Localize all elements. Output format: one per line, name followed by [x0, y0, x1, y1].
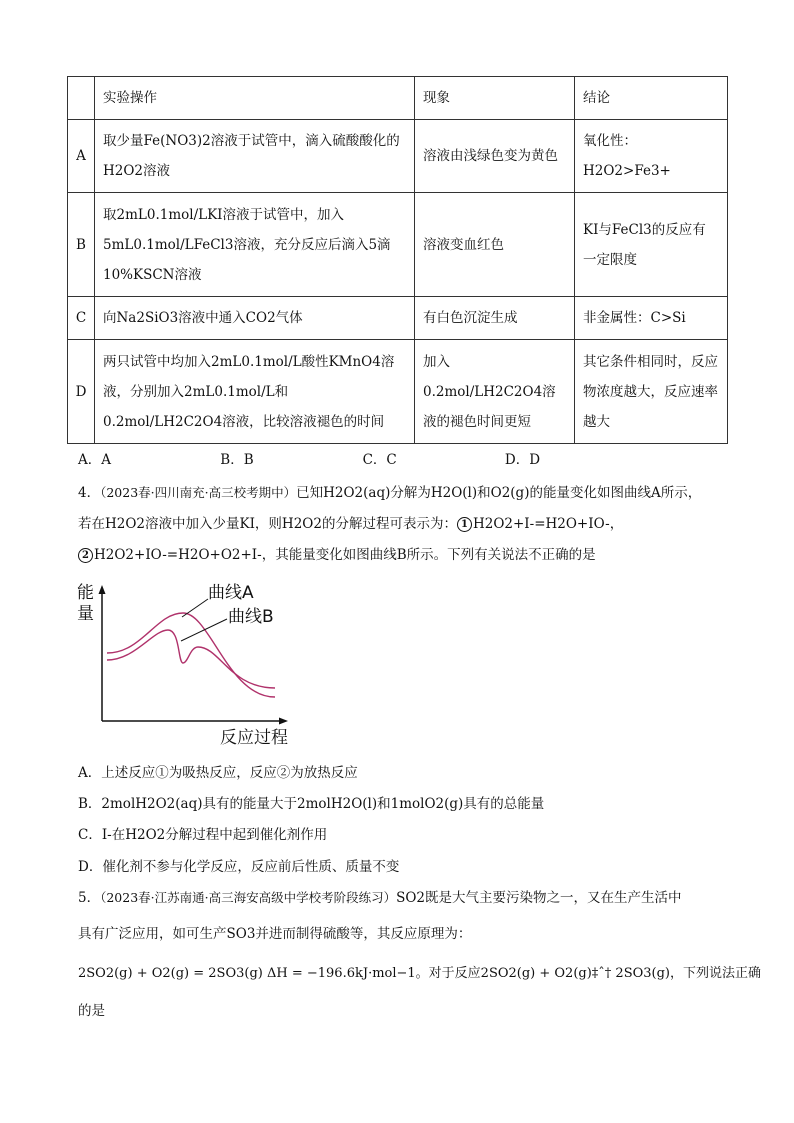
- q5-equation: 2SO2(g) + O2(g) = 2SO3(g) ΔH = −196.6kJ·mol−1: [78, 966, 416, 981]
- row-letter: C: [68, 297, 95, 340]
- experiment-table: [67, 76, 728, 444]
- operation-cell: 向Na2SiO3溶液中通入CO2气体: [95, 297, 415, 340]
- choice-c[interactable]: C．C: [362, 452, 397, 468]
- q4-step-1: H2O2+I-=H2O+IO-，: [472, 516, 624, 532]
- x-axis-label: 反应过程: [220, 728, 288, 748]
- q4-number: 4．: [78, 485, 101, 501]
- curve-b-label: 曲线B: [228, 607, 274, 627]
- q5-source: （2023春·江苏南通·高三海安高级中学校考阶段练习）: [100, 890, 397, 905]
- q4-option-c[interactable]: C．I-在H2O2分解过程中起到催化剂作用: [78, 827, 328, 843]
- q5-number: 5．: [78, 890, 101, 906]
- conclusion-cell: 氧化性：H2O2>Fe3+: [575, 120, 728, 193]
- q4-option-b[interactable]: B．2molH2O2(aq)具有的能量大于2molH2O(l)和1molO2(g)具有的总能量: [78, 796, 545, 812]
- header-cell: 实验操作: [95, 77, 415, 120]
- row-letter: B: [68, 193, 95, 297]
- q5-stem: SO2既是大气主要污染物之一，又在生产生活中: [396, 890, 682, 906]
- operation-cell: 取少量Fe(NO3)2溶液于试管中，滴入硫酸酸化的H2O2溶液: [95, 120, 415, 193]
- row-letter: A: [68, 120, 95, 193]
- q5-line-1: [78, 888, 682, 908]
- choice-b[interactable]: B．B: [220, 452, 254, 468]
- curve-b: [107, 630, 275, 688]
- circled-1-icon: 1: [457, 517, 472, 532]
- leader-line-b: [181, 619, 227, 641]
- operation-cell: 两只试管中均加入2mL0.1mol/L酸性KMnO4溶液，分别加入2mL0.1mol/L和0.2mol/LH2C2O4溶液，比较溶液褪色的时间: [95, 340, 415, 444]
- leader-line-a: [182, 599, 208, 617]
- table-row: [68, 340, 728, 444]
- header-cell: 结论: [575, 77, 728, 120]
- q4-line-2: [78, 514, 623, 534]
- q5-stem: 。对于反应2SO2(g) + O2(g)‡ˆ† 2SO3(g)，下列说法正确: [415, 966, 761, 981]
- q3-choices: [78, 450, 643, 470]
- q4-line-3: [78, 545, 596, 565]
- q4-stem: 已知H2O2(aq)分解为H2O(l)和O2(g)的能量变化如图曲线A所示，: [296, 485, 702, 501]
- curve-a-label: 曲线A: [208, 583, 254, 603]
- table-row: [68, 120, 728, 193]
- y-axis-arrow: [99, 585, 106, 594]
- conclusion-cell: 其它条件相同时，反应物浓度越大，反应速率越大: [575, 340, 728, 444]
- y-axis-label-bottom: 量: [77, 604, 94, 624]
- table-row: [68, 193, 728, 297]
- conclusion-cell: KI与FeCl3的反应有一定限度: [575, 193, 728, 297]
- header-cell: [68, 77, 95, 120]
- phenomenon-cell: 溶液变血红色: [415, 193, 575, 297]
- phenomenon-cell: 加入0.2mol/LH2C2O4溶液的褪色时间更短: [415, 340, 575, 444]
- energy-diagram: [70, 575, 310, 750]
- circled-2-icon: 2: [78, 548, 93, 563]
- x-axis-arrow: [279, 718, 288, 725]
- q4-option-d[interactable]: D．催化剂不参与化学反应，反应前后性质、质量不变: [78, 859, 400, 875]
- q5-line-3: [78, 964, 761, 984]
- operation-cell: 取2mL0.1mol/LKI溶液于试管中，加入5mL0.1mol/LFeCl3溶液，充分反应后滴入5滴10%KSCN溶液: [95, 193, 415, 297]
- row-letter: D: [68, 340, 95, 444]
- choice-a[interactable]: A．A: [78, 452, 111, 468]
- table-header-row: [68, 77, 728, 120]
- table-row: [68, 297, 728, 340]
- phenomenon-cell: 溶液由浅绿色变为黄色: [415, 120, 575, 193]
- y-axis-label-top: 能: [77, 583, 94, 603]
- phenomenon-cell: 有白色沉淀生成: [415, 297, 575, 340]
- header-cell: 现象: [415, 77, 575, 120]
- q4-source: （2023春·四川南充·高三校考期中）: [100, 485, 297, 500]
- q5-line-4: 的是: [78, 1003, 105, 1019]
- conclusion-cell: 非金属性：C>Si: [575, 297, 728, 340]
- q4-stem: 若在H2O2溶液中加入少量KI，则H2O2的分解过程可表示为：: [78, 516, 457, 532]
- q5-line-2: 具有广泛应用，如可生产SO3并进而制得硫酸等，其反应原理为：: [78, 926, 472, 942]
- q4-line-1: [78, 483, 701, 503]
- energy-diagram-svg: [70, 575, 310, 750]
- q4-step-2: H2O2+IO-=H2O+O2+I-，其能量变化如图曲线B所示。下列有关说法不正确的是: [94, 547, 596, 563]
- q4-option-a[interactable]: A．上述反应①为吸热反应，反应②为放热反应: [78, 765, 358, 781]
- choice-d[interactable]: D．D: [504, 452, 541, 468]
